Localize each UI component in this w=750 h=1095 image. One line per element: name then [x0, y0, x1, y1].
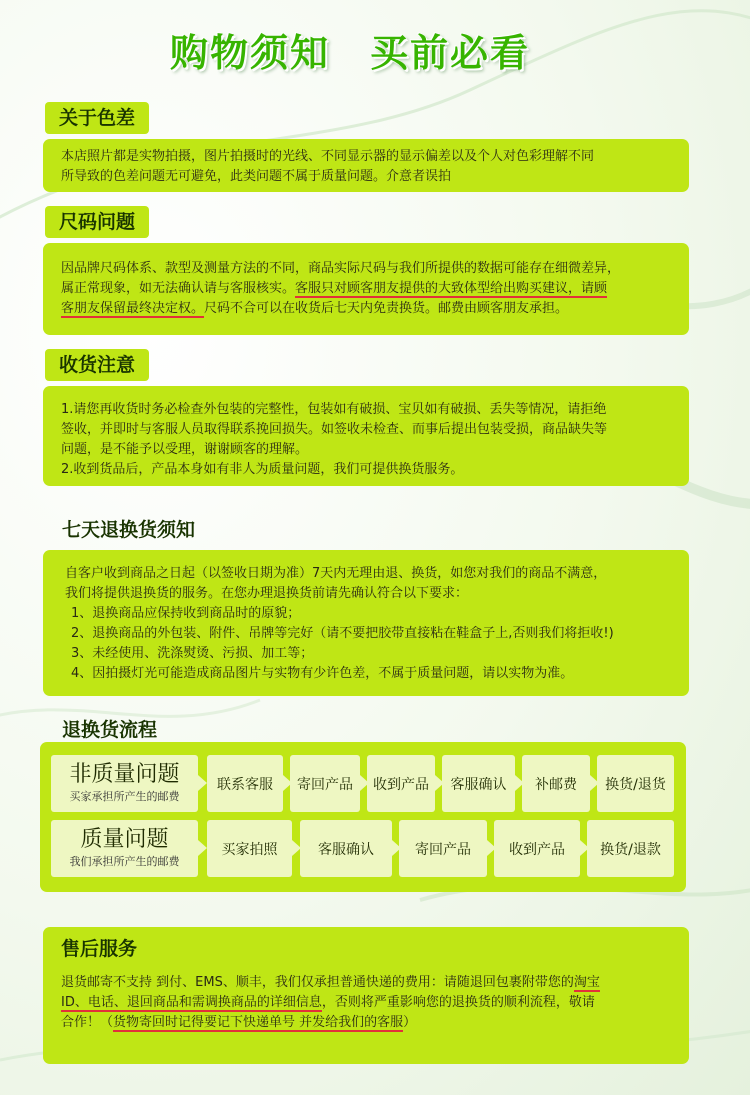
flow-step: 买家拍照 [207, 820, 292, 877]
seven-day-return-box [43, 550, 689, 696]
flow-step: 联系客服 [207, 755, 283, 812]
size-advice-underlined: 客服只对顾客朋友提供的大致体型给出购买建议，请顾 [295, 281, 608, 296]
aftersale-underlined: 淘宝 [573, 975, 600, 990]
color-text-line: 本店照片都是实物拍摄，图片拍摄时的光线、不同显示器的显示偏差以及个人对色彩理解不同 [61, 149, 595, 164]
size-text-segment: 尺码不合可以在收货后七天内免责换货。邮费由顾客朋友承担。 [204, 301, 569, 316]
receive-text-line: 2.收到货品后，产品本身如有非人为质量问题，我们可提供换货服务。 [61, 462, 464, 477]
flow-row-quality-label [51, 820, 198, 877]
flow-step: 寄回产品 [290, 755, 360, 812]
flow-step: 收到产品 [367, 755, 435, 812]
flow-row-non-quality-label [51, 755, 198, 812]
flow-step: 换货/退货 [597, 755, 674, 812]
receive-text-line: 签收，并即时与客服人员取得联系挽回损失。如签收未检查、而事后提出包装受损，商品缺失等 [61, 422, 608, 437]
flow-row-subtitle: 我们承担所产生的邮费 [69, 855, 180, 868]
aftersale-text-segment: ，否则将严重影响您的退换货的顺利流程，敬请 [321, 995, 595, 1010]
size-decision-underlined: 客朋友保留最终决定权。 [61, 301, 205, 316]
return-rule-item: 3、未经使用、洗涤熨烫、污损、加工等； [71, 646, 314, 661]
flow-step: 补邮费 [522, 755, 590, 812]
receive-notice-box [43, 386, 689, 486]
color-text-line: 所导致的色差问题无可避免，此类问题不属于质量问题。介意者误拍 [61, 169, 452, 184]
return-rule-item: 2、退换商品的外包装、附件、吊牌等完好（请不要把胶带直接粘在鞋盒子上,否则我们将拒收!) [71, 626, 614, 641]
flow-step: 客服确认 [442, 755, 515, 812]
receive-text-line: 1.请您再收货时务必检查外包装的完整性，包装如有破损、宝贝如有破损、丢失等情况，请拒绝 [61, 402, 607, 417]
size-text-line [61, 279, 671, 299]
color-difference-box [43, 139, 689, 192]
flow-arrow-icon [198, 775, 207, 791]
flow-arrow-icon [198, 840, 207, 856]
section-title-flow: 退换货流程 [62, 719, 158, 741]
aftersale-text-segment: 合作！（ [61, 1015, 114, 1030]
flow-step: 寄回产品 [399, 820, 487, 877]
size-text-line: 因品牌尺码体系、款型及测量方法的不同，商品实际尺码与我们所提供的数据可能存在细微差异， [61, 261, 621, 276]
return-text-line: 我们将提供退换货的服务。在您办理退换货前请先确认符合以下要求： [65, 586, 469, 601]
after-sale-box [43, 927, 689, 1064]
size-text-line [61, 299, 671, 319]
flow-step: 换货/退款 [587, 820, 674, 877]
aftersale-text-line [61, 973, 671, 993]
return-rule-item: 4、因拍摄灯光可能造成商品图片与实物有少许色差，不属于质量问题，请以实物为准。 [71, 666, 574, 681]
aftersale-underlined: ID、电话、退回商品和需调换商品的详细信息 [61, 995, 322, 1010]
return-rule-item: 1、退换商品应保持收到商品时的原貌； [71, 606, 301, 621]
section-title-return7: 七天退换货须知 [62, 519, 196, 541]
aftersale-text-line [61, 1013, 671, 1033]
page-title: 购物须知 买前必看 [169, 31, 530, 75]
size-text-segment: 属正常现象，如无法确认请与客服核实。 [61, 281, 296, 296]
flow-row-title: 质量问题 [80, 827, 169, 852]
return-text-line: 自客户收到商品之日起（以签收日期为准）7天内无理由退、换货，如您对我们的商品不满意， [65, 566, 607, 581]
section-title-size: 尺码问题 [45, 206, 149, 238]
flow-step: 客服确认 [300, 820, 392, 877]
aftersale-text-line [61, 993, 671, 1013]
receive-text-line: 问题，是不能予以受理，谢谢顾客的理解。 [61, 442, 309, 457]
flow-row-subtitle: 买家承担所产生的邮费 [69, 790, 180, 803]
aftersale-text-segment: 退货邮寄不支持 到付、EMS、顺丰，我们仅承担普通快递的费用：请随退回包裹附带您的 [61, 975, 574, 990]
aftersale-text-segment: ） [403, 1015, 417, 1030]
size-issue-box [43, 243, 689, 335]
section-title-receive: 收货注意 [45, 349, 149, 381]
flow-step: 收到产品 [494, 820, 580, 877]
flow-row-title: 非质量问题 [69, 762, 180, 787]
section-title-aftersale: 售后服务 [61, 938, 138, 960]
aftersale-tracking-underlined: 货物寄回时记得要记下快递单号 并发给我们的客服 [113, 1015, 404, 1030]
section-title-color: 关于色差 [45, 102, 149, 134]
